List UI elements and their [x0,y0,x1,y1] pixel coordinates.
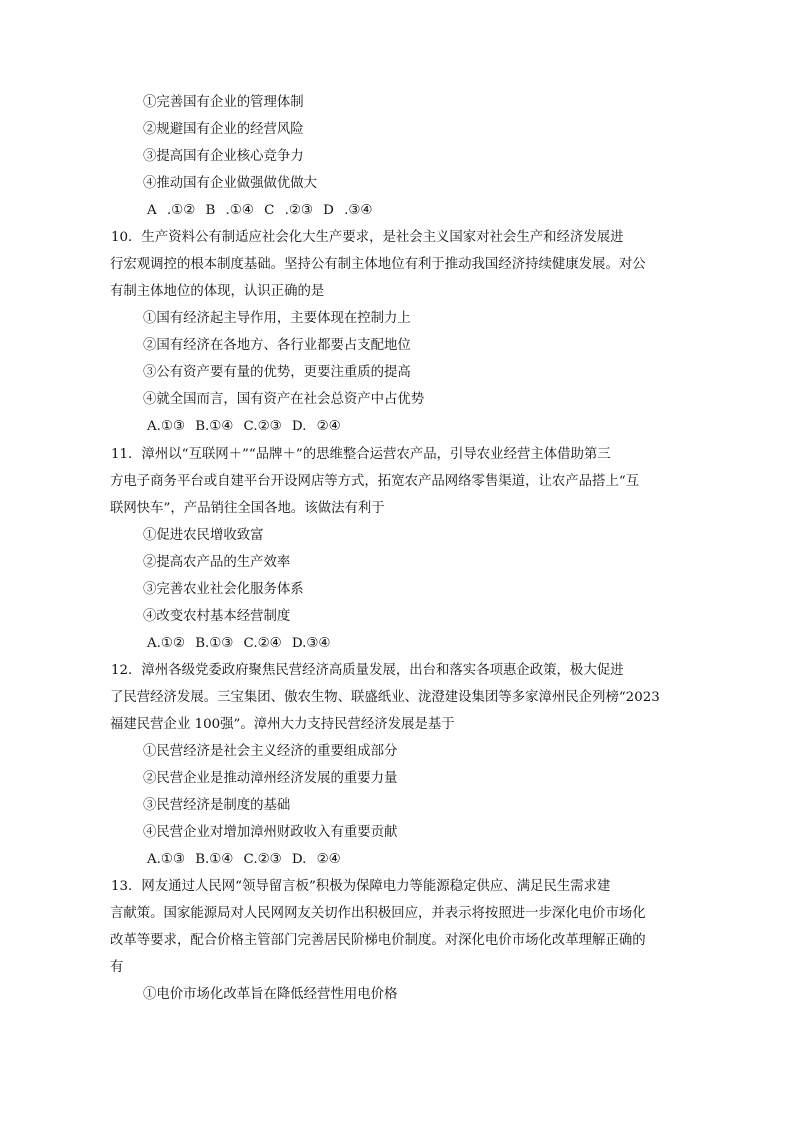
q11-option-4: ④改变农村基本经营制度 [143,609,291,624]
q9-option-4: ④推动国有企业做强做优做大 [143,176,318,191]
q9-option-3: ③提高国有企业核心竞争力 [143,149,304,164]
q12-option-3: ③民营经济是制度的基础 [143,798,291,813]
q13-stem-line-4: 有 [110,960,124,975]
q12-stem-line-2: 了民营经济发展。三宝集团、傲农生物、联盛纸业、泷澄建设集团等多家漳州民企列榜“2023 [110,690,660,705]
q11-answer-choices: A.①② B.①③ C.②④ D.③④ [147,636,331,651]
q11-stem-line-3: 联网快车”，产品销往全国各地。该做法有利于 [110,501,385,516]
q10-stem-line-2: 行宏观调控的根本制度基础。坚持公有制主体地位有利于推动我国经济持续健康发展。对公 [110,257,646,272]
q10-option-1: ①国有经济起主导作用，主要体现在控制力上 [143,311,411,326]
q13-stem-line-1: 13．网友通过人民网“领导留言板”积极为保障电力等能源稳定供应、满足民生需求建 [111,879,611,894]
q11-option-2: ②提高农产品的生产效率 [143,555,291,570]
q9-option-1: ①完善国有企业的管理体制 [143,95,304,110]
q9-option-2: ②规避国有企业的经营风险 [143,122,304,137]
q11-stem-line-1: 11．漳州以“互联网＋”“品牌＋”的思维整合运营农产品，引导农业经营主体借助第三 [111,447,611,462]
q12-option-1: ①民营经济是社会主义经济的重要组成部分 [143,744,398,759]
q11-stem-line-2: 方电子商务平台或自建平台开设网店等方式，拓宽农产品网络零售渠道，让农产品搭上“互 [110,474,640,489]
q12-option-2: ②民营企业是推动漳州经济发展的重要力量 [143,771,398,786]
q13-option-1: ①电价市场化改革旨在降低经营性用电价格 [143,987,398,1002]
q13-stem-line-2: 言献策。国家能源局对人民网网友关切作出积极回应，并表示将按照进一步深化电价市场化 [110,906,646,921]
q12-stem-line-1: 12．漳州各级党委政府聚焦民营经济高质量发展，出台和落实各项惠企政策，极大促进 [111,663,624,678]
q12-option-4: ④民营企业对增加漳州财政收入有重要贡献 [143,825,398,840]
q12-answer-choices: A.①③ B.①④ C.②③ D. ②④ [147,852,341,867]
q10-option-4: ④就全国而言，国有资产在社会总资产中占优势 [143,392,425,407]
q13-stem-line-3: 改革等要求，配合价格主管部门完善居民阶梯电价制度。对深化电价市场化改革理解正确的 [110,933,646,948]
q10-option-3: ③公有资产要有量的优势，更要注重质的提高 [143,365,411,380]
q10-stem-line-3: 有制主体地位的体现，认识正确的是 [110,284,325,299]
q10-option-2: ②国有经济在各地方、各行业都要占支配地位 [143,338,411,353]
q11-option-3: ③完善农业社会化服务体系 [143,582,304,597]
q11-option-1: ①促进农民增收致富 [143,528,264,543]
q10-stem-line-1: 10．生产资料公有制适应社会化大生产要求，是社会主义国家对社会生产和经济发展进 [111,230,624,245]
q12-stem-line-3: 福建民营企业 100强”。漳州大力支持民营经济发展是基于 [110,717,455,732]
q9-answer-choices: A .①② B .①④ C .②③ D .③④ [147,203,373,218]
q10-answer-choices: A.①③ B.①④ C.②③ D. ②④ [147,419,341,434]
